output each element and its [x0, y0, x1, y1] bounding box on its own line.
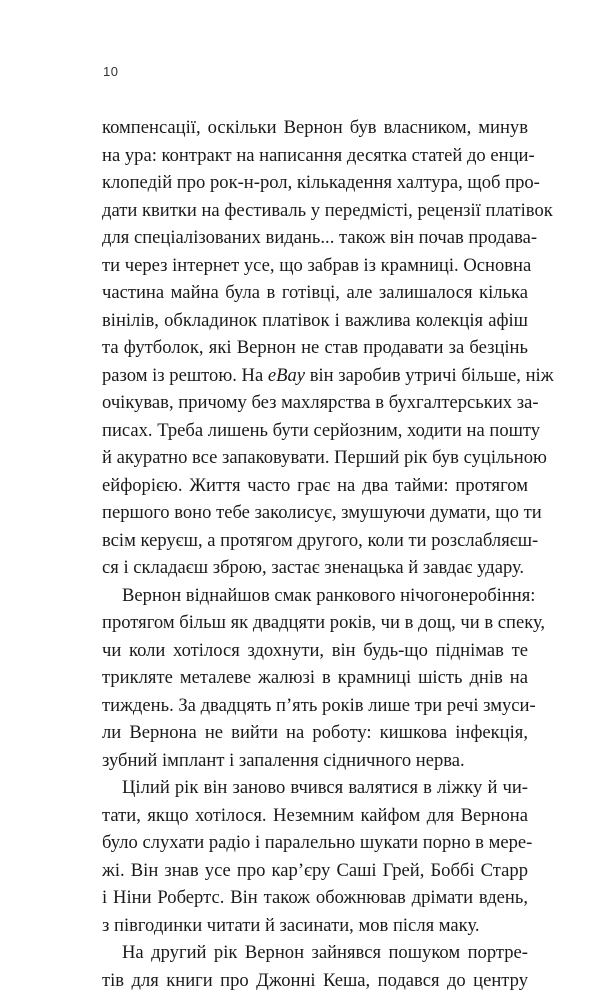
paragraph	[102, 774, 528, 939]
text-line: писах. Треба лишень бути серйозним, ходити на пошту	[102, 417, 528, 445]
text-line: трикляте металеве жалюзі в крамниці шість днів на	[102, 664, 528, 692]
text-line: тати, якщо хотілося. Неземним кайфом для Вернона	[102, 802, 528, 830]
text-line: всім керуєш, а протягом другого, коли ти розслабляєш-	[102, 527, 528, 555]
text-line: Цілий рік він заново вчився валятися в ліжку й чи-	[102, 774, 528, 802]
text-line: частина майна була в готівці, але залишалося кілька	[102, 279, 528, 307]
paragraph	[102, 939, 528, 994]
text-line: клопедій про рок-н-рол, кількадення халтура, щоб про-	[102, 169, 528, 197]
text-line: та футболок, які Вернон не став продавати за безцінь	[102, 334, 528, 362]
text-line: разом із рештою. На eBay він заробив утричі більше, ніж	[102, 362, 528, 390]
text-line: ти через інтернет усе, що забрав із крамниці. Основна	[102, 252, 528, 280]
paragraph	[102, 114, 528, 582]
text-line: Вернон віднайшов смак ранкового нічогонеробіння:	[102, 582, 528, 610]
text-line: очікував, причому без махлярства в бухгалтерських за-	[102, 389, 528, 417]
text-line: вінілів, обкладинок платівок і важлива колекція афіш	[102, 307, 528, 335]
page-number: 10	[103, 64, 118, 79]
body-text	[102, 114, 528, 994]
text-line: першого воно тебе заколисує, змушуючи думати, що ти	[102, 499, 528, 527]
text-line: чи коли хотілося здохнути, він будь-що піднімав те	[102, 637, 528, 665]
text-line: ся і складаєш зброю, застає зненацька й завдає удару.	[102, 554, 528, 582]
text-line: дати квитки на фестиваль у передмісті, рецензії платівок	[102, 197, 528, 225]
text-line: і Ніни Робертс. Він також обожнював дрімати вдень,	[102, 884, 528, 912]
text-line: ейфорією. Життя часто грає на два тайми: протягом	[102, 472, 528, 500]
text-line: протягом більш як двадцяти років, чи в дощ, чи в спеку,	[102, 609, 528, 637]
text-line: компенсації, оскільки Вернон був власником, минув	[102, 114, 528, 142]
text-line: для спеціалізованих видань... також він почав продава-	[102, 224, 528, 252]
text-line: було слухати радіо і паралельно шукати порно в мере-	[102, 829, 528, 857]
paragraph	[102, 582, 528, 775]
text-line: тів для книги про Джонні Кеша, подався до центру	[102, 967, 528, 994]
text-line: На другий рік Вернон зайнявся пошуком портре-	[102, 939, 528, 967]
text-line: жі. Він знав усе про кар’єру Саші Грей, Боббі Старр	[102, 857, 528, 885]
text-line: ли Вернона не вийти на роботу: кишкова інфекція,	[102, 719, 528, 747]
text-line: з півгодинки читати й засинати, мов після маку.	[102, 912, 528, 940]
text-line: на ура: контракт на написання десятка статей до енци-	[102, 142, 528, 170]
text-line: тиждень. За двадцять п’ять років лише три речі змуси-	[102, 692, 528, 720]
text-line: й акуратно все запаковувати. Перший рік був суцільною	[102, 444, 528, 472]
text-line: зубний імплант і запалення сідничного нерва.	[102, 747, 528, 775]
